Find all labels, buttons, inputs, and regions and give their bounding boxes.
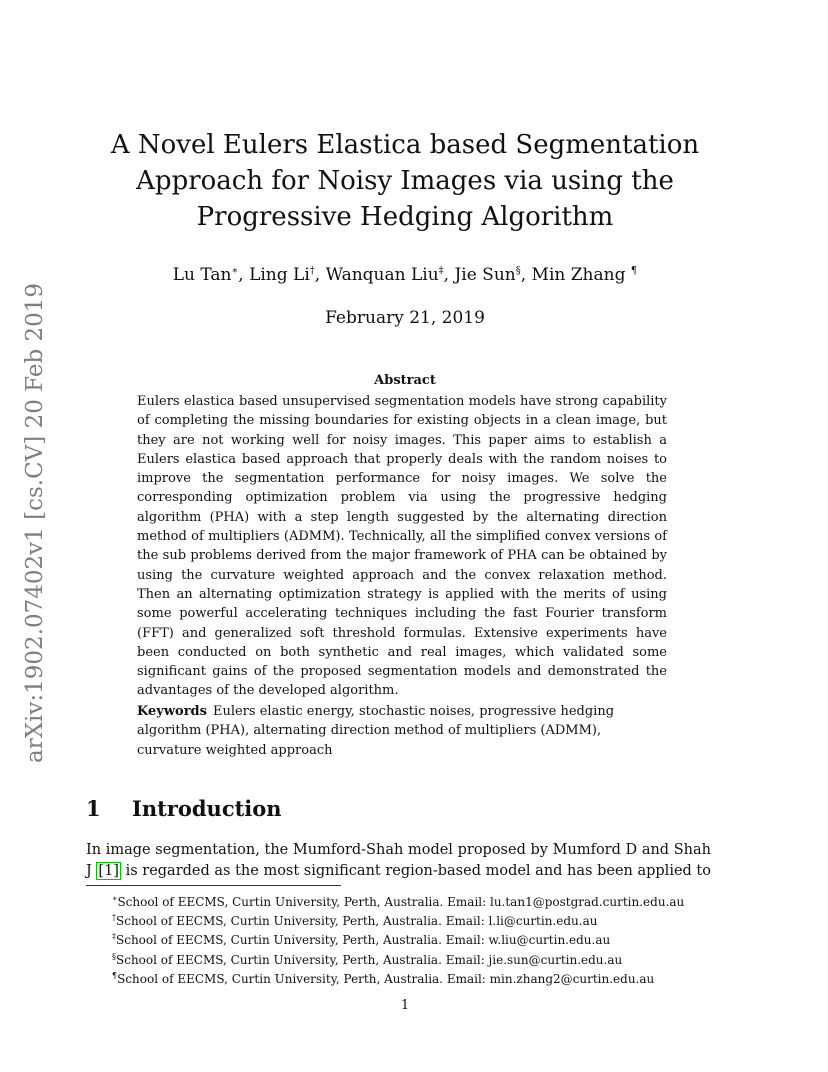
publication-date: February 21, 2019	[325, 308, 485, 328]
abstract-text: Eulers elastica based unsupervised segmentation models have strong capability of completing the missing boundaries for existing objects in a clean image, but they are not working well for noisy images. This paper aims to establish a Eulers elastica based approach that properly deals with the random noises to improve the segmentation performance for noisy images. We solve the corresponding optimization problem via using the progressive hedging algorithm (PHA) with a step length suggested by the alternating direction method of multipliers (ADMM). Technically, all the simplified convex versions of the sub problems derived from the major framework of PHA can be obtained by using the curvature weighted approach and the convex relaxation method. Then an alternating optimization strategy is applied with the merits of using some powerful accelerating techniques including the fast Fourier transform (FFT) and generalized soft threshold formulas. Extensive experiments have been conducted on both synthetic and real images, which validated some significant gains of the proposed segmentation models and demonstrated the advantages of the developed algorithm.	[137, 394, 667, 699]
intro-text: is regarded as the most significant region-based model and has been applied to	[120, 863, 711, 879]
section-title: Introduction	[132, 796, 282, 821]
abstract-heading: Abstract	[374, 373, 436, 388]
title-line: Progressive Hedging Algorithm	[196, 202, 614, 232]
footnote	[112, 929, 712, 948]
footnote	[112, 968, 712, 987]
author-footnote-mark[interactable]: §	[515, 265, 521, 277]
footnote-text: School of EECMS, Curtin University, Perth, Australia. Email: min.zhang2@curtin.edu.au	[117, 971, 655, 986]
author-name: Jie Sun	[454, 265, 516, 285]
citation-link[interactable]: [1]	[98, 863, 119, 879]
keywords-text: Eulers elastic energy, stochastic noises, progressive hedging algorithm (PHA), alternating direction method of multipliers (ADMM), curvature weighted approach	[137, 704, 615, 758]
footnote-text: School of EECMS, Curtin University, Perth, Australia. Email: w.liu@curtin.edu.au	[116, 933, 611, 948]
footnote	[112, 949, 712, 968]
footnote-text: School of EECMS, Curtin University, Perth, Australia. Email: jie.sun@curtin.edu.au	[116, 952, 623, 967]
author-footnote-mark[interactable]: ∗	[231, 265, 239, 277]
author-name: Wanquan Liu	[325, 265, 439, 285]
footnote-mark: ¶	[112, 970, 118, 980]
page-number: 1	[400, 998, 410, 1013]
footnote	[112, 910, 712, 929]
footnote-list	[112, 891, 712, 987]
section-number: 1	[86, 796, 101, 821]
keywords-paragraph	[137, 702, 667, 760]
intro-text: In image segmentation, the Mumford-Shah model proposed by Mumford D and Shah J	[86, 842, 711, 879]
author-footnote-mark[interactable]: †	[309, 265, 315, 277]
author-name: Min Zhang	[531, 265, 626, 285]
footnote-mark: ∗	[112, 894, 118, 903]
footnote	[112, 891, 712, 910]
arxiv-identifier-text: arXiv:1902.07402v1 [cs.CV] 20 Feb 2019	[22, 282, 48, 763]
footnote-mark: †	[112, 913, 116, 923]
author-footnote-mark[interactable]: ¶	[630, 265, 638, 277]
author-list: Lu Tan∗, Ling Li†, Wanquan Liu‡, Jie Sun§, Min Zhang ¶	[172, 265, 638, 285]
title-line: Approach for Noisy Images via using the	[136, 166, 674, 196]
author-footnote-mark[interactable]: ‡	[438, 265, 444, 277]
author-name: Ling Li	[249, 265, 310, 285]
paper-title	[100, 127, 710, 235]
keywords-label: Keywords	[137, 704, 207, 719]
title-line: A Novel Eulers Elastica based Segmentation	[110, 130, 700, 160]
footnote-text: School of EECMS, Curtin University, Perth, Australia. Email: lu.tan1@postgrad.curtin.edu.au	[117, 895, 685, 909]
author-name: Lu Tan	[172, 265, 232, 285]
footnote-divider	[86, 885, 341, 886]
footnote-mark: ‡	[112, 932, 116, 942]
footnote-mark: §	[112, 951, 116, 961]
arxiv-identifier-stamp	[20, 282, 50, 763]
footnote-text: School of EECMS, Curtin University, Perth, Australia. Email: l.li@curtin.edu.au	[116, 914, 598, 929]
intro-paragraph	[86, 840, 711, 882]
section-heading	[86, 796, 282, 821]
